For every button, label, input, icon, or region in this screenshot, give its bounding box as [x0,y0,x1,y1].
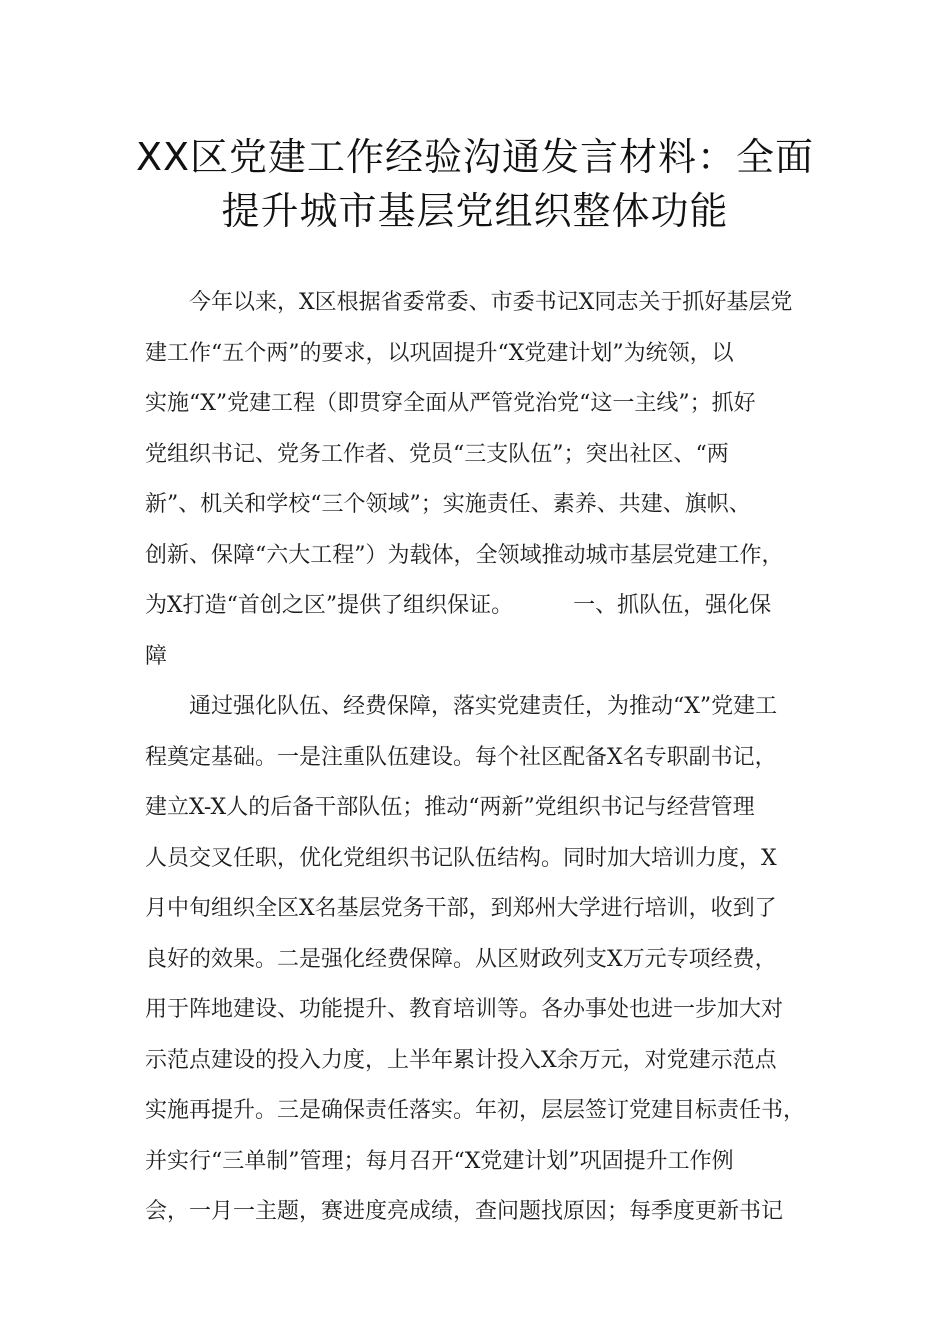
text-line: 良好的效果。二是强化经费保障。从区财政列支X万元专项经费， [145,946,777,972]
document-title [110,130,840,238]
text-line: 创新、保障“六大工程”）为载体，全领域推动城市基层党建工作， [145,542,784,568]
text-line: 程奠定基础。一是注重队伍建设。每个社区配备X名专职副书记， [145,744,777,770]
document-body [145,278,825,1238]
section-1-heading-continued: 障 [145,643,168,669]
text-line: 月中旬组织全区X名基层党务干部，到郑州大学进行培训，收到了 [145,896,777,921]
paragraph-2 [145,682,825,1238]
title-line-2: 提升城市基层党组织整体功能 [221,189,729,233]
text-line-with-heading [145,581,825,632]
text-line: 党组织书记、党务工作者、党员“三支队伍”；突出社区、“两 [145,441,729,467]
text-line: 建工作“五个两”的要求，以巩固提升“X党建计划”为统领，以 [145,340,734,366]
text-line: 实施“X”党建工程（即贯穿全面从严管党治党“这一主线”；抓好 [145,391,756,416]
text-line: 今年以来，X区根据省委常委、市委书记X同志关于抓好基层党 [189,290,793,315]
text-line: 示范点建设的投入力度，上半年累计投入X余万元，对党建示范点 [145,1047,777,1073]
text-line: 人员交叉任职，优化党组织书记队伍结构。同时加大培训力度，X [145,845,777,871]
title-line-1: XX区党建工作经验沟通发言材料：全面 [135,135,815,179]
text-line: 新”、机关和学校“三个领域”；实施责任、素养、共建、旗帜、 [145,492,751,517]
text-line: 通过强化队伍、经费保障，落实党建责任，为推动“X”党建工 [189,694,778,719]
text-line: 用于阵地建设、功能提升、教育培训等。各办事处也进一步加大对 [145,997,784,1022]
text-line: 建立X-X人的后备干部队伍；推动“两新”党组织书记与经营管理 [145,795,755,820]
paragraph-1 [145,278,825,682]
text-line: 会，一月一主题，赛进度亮成绩，查问题找原因；每季度更新书记 [145,1199,784,1224]
text-line: 并实行“三单制”管理；每月召开“X党建计划”巩固提升工作例 [145,1148,734,1174]
section-1-heading: 一、抓队伍，强化保 [573,593,772,618]
text-line: 为X打造“首创之区”提供了组织保证。 [145,593,514,618]
text-line: 实施再提升。三是确保责任落实。年初，层层签订党建目标责任书， [145,1098,806,1123]
